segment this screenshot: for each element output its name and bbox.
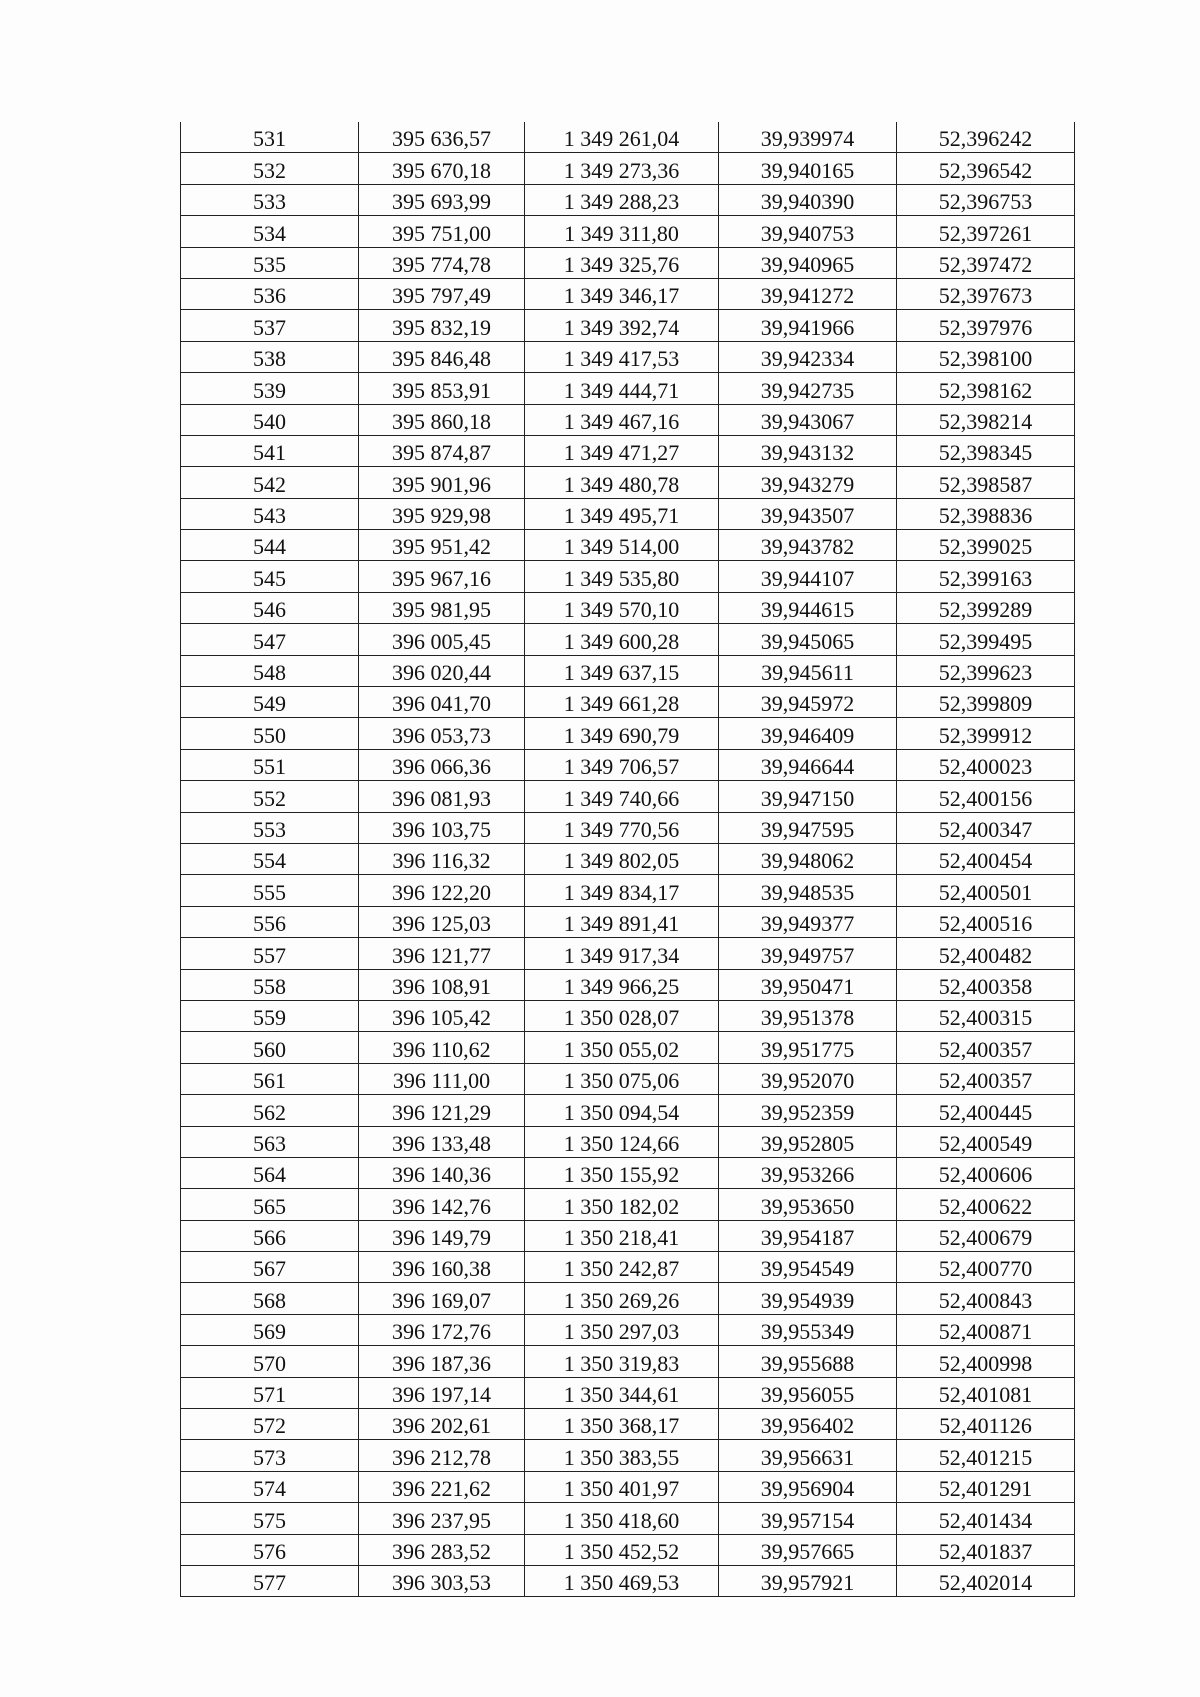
y-coordinate-cell: 1 349 600,28 — [525, 624, 719, 655]
y-coordinate-cell: 1 349 770,56 — [525, 812, 719, 843]
x-coordinate-cell: 396 066,36 — [359, 749, 525, 780]
x-coordinate-cell: 396 221,62 — [359, 1471, 525, 1502]
longitude-cell: 52,397472 — [897, 247, 1075, 278]
x-coordinate-cell: 395 670,18 — [359, 153, 525, 184]
point-number-cell: 564 — [181, 1157, 359, 1188]
longitude-cell: 52,398162 — [897, 373, 1075, 404]
y-coordinate-cell: 1 350 297,03 — [525, 1314, 719, 1345]
y-coordinate-cell: 1 349 917,34 — [525, 938, 719, 969]
point-number-cell: 548 — [181, 655, 359, 686]
table-row — [181, 749, 1075, 780]
y-coordinate-cell: 1 349 288,23 — [525, 184, 719, 215]
longitude-cell: 52,397976 — [897, 310, 1075, 341]
point-number-cell: 562 — [181, 1095, 359, 1126]
x-coordinate-cell: 396 133,48 — [359, 1126, 525, 1157]
x-coordinate-cell: 396 116,32 — [359, 843, 525, 874]
point-number-cell: 567 — [181, 1252, 359, 1283]
longitude-cell: 52,400357 — [897, 1032, 1075, 1063]
longitude-cell: 52,400315 — [897, 1000, 1075, 1031]
longitude-cell: 52,400998 — [897, 1346, 1075, 1377]
latitude-cell: 39,956631 — [719, 1440, 897, 1471]
x-coordinate-cell: 395 832,19 — [359, 310, 525, 341]
point-number-cell: 560 — [181, 1032, 359, 1063]
y-coordinate-cell: 1 350 094,54 — [525, 1095, 719, 1126]
longitude-cell: 52,398214 — [897, 404, 1075, 435]
latitude-cell: 39,956402 — [719, 1409, 897, 1440]
latitude-cell: 39,955349 — [719, 1314, 897, 1345]
y-coordinate-cell: 1 350 242,87 — [525, 1252, 719, 1283]
y-coordinate-cell: 1 350 055,02 — [525, 1032, 719, 1063]
x-coordinate-cell: 395 874,87 — [359, 435, 525, 466]
longitude-cell: 52,400445 — [897, 1095, 1075, 1126]
y-coordinate-cell: 1 349 891,41 — [525, 906, 719, 937]
longitude-cell: 52,400516 — [897, 906, 1075, 937]
x-coordinate-cell: 396 169,07 — [359, 1283, 525, 1314]
y-coordinate-cell: 1 350 218,41 — [525, 1220, 719, 1251]
longitude-cell: 52,400549 — [897, 1126, 1075, 1157]
x-coordinate-cell: 396 202,61 — [359, 1409, 525, 1440]
longitude-cell: 52,401126 — [897, 1409, 1075, 1440]
point-number-cell: 545 — [181, 561, 359, 592]
table-row — [181, 216, 1075, 247]
y-coordinate-cell: 1 350 182,02 — [525, 1189, 719, 1220]
latitude-cell: 39,955688 — [719, 1346, 897, 1377]
x-coordinate-cell: 396 140,36 — [359, 1157, 525, 1188]
point-number-cell: 571 — [181, 1377, 359, 1408]
latitude-cell: 39,945611 — [719, 655, 897, 686]
latitude-cell: 39,944615 — [719, 592, 897, 623]
table-row — [181, 1063, 1075, 1094]
table-row — [181, 781, 1075, 812]
coordinates-table-body — [181, 122, 1075, 1597]
longitude-cell: 52,400622 — [897, 1189, 1075, 1220]
x-coordinate-cell: 396 160,38 — [359, 1252, 525, 1283]
longitude-cell: 52,399495 — [897, 624, 1075, 655]
point-number-cell: 533 — [181, 184, 359, 215]
longitude-cell: 52,400358 — [897, 969, 1075, 1000]
point-number-cell: 569 — [181, 1314, 359, 1345]
latitude-cell: 39,948062 — [719, 843, 897, 874]
point-number-cell: 552 — [181, 781, 359, 812]
y-coordinate-cell: 1 349 802,05 — [525, 843, 719, 874]
y-coordinate-cell: 1 349 325,76 — [525, 247, 719, 278]
point-number-cell: 540 — [181, 404, 359, 435]
table-row — [181, 624, 1075, 655]
y-coordinate-cell: 1 349 514,00 — [525, 530, 719, 561]
latitude-cell: 39,943279 — [719, 467, 897, 498]
longitude-cell: 52,399912 — [897, 718, 1075, 749]
table-row — [181, 498, 1075, 529]
y-coordinate-cell: 1 349 311,80 — [525, 216, 719, 247]
table-row — [181, 467, 1075, 498]
point-number-cell: 563 — [181, 1126, 359, 1157]
longitude-cell: 52,398587 — [897, 467, 1075, 498]
y-coordinate-cell: 1 349 444,71 — [525, 373, 719, 404]
longitude-cell: 52,400871 — [897, 1314, 1075, 1345]
table-row — [181, 341, 1075, 372]
longitude-cell: 52,401837 — [897, 1534, 1075, 1565]
x-coordinate-cell: 395 846,48 — [359, 341, 525, 372]
latitude-cell: 39,953266 — [719, 1157, 897, 1188]
longitude-cell: 52,399623 — [897, 655, 1075, 686]
table-row — [181, 122, 1075, 153]
x-coordinate-cell: 396 041,70 — [359, 687, 525, 718]
point-number-cell: 551 — [181, 749, 359, 780]
x-coordinate-cell: 396 103,75 — [359, 812, 525, 843]
table-row — [181, 184, 1075, 215]
longitude-cell: 52,398345 — [897, 435, 1075, 466]
y-coordinate-cell: 1 349 495,71 — [525, 498, 719, 529]
point-number-cell: 558 — [181, 969, 359, 1000]
table-row — [181, 1471, 1075, 1502]
x-coordinate-cell: 395 774,78 — [359, 247, 525, 278]
y-coordinate-cell: 1 349 570,10 — [525, 592, 719, 623]
coordinates-table — [180, 122, 1075, 1597]
latitude-cell: 39,947595 — [719, 812, 897, 843]
x-coordinate-cell: 396 303,53 — [359, 1565, 525, 1596]
longitude-cell: 52,398100 — [897, 341, 1075, 372]
latitude-cell: 39,953650 — [719, 1189, 897, 1220]
point-number-cell: 531 — [181, 122, 359, 153]
y-coordinate-cell: 1 350 075,06 — [525, 1063, 719, 1094]
table-row — [181, 906, 1075, 937]
table-row — [181, 1314, 1075, 1345]
x-coordinate-cell: 395 901,96 — [359, 467, 525, 498]
y-coordinate-cell: 1 349 392,74 — [525, 310, 719, 341]
y-coordinate-cell: 1 349 834,17 — [525, 875, 719, 906]
point-number-cell: 555 — [181, 875, 359, 906]
latitude-cell: 39,939974 — [719, 122, 897, 153]
latitude-cell: 39,944107 — [719, 561, 897, 592]
latitude-cell: 39,940390 — [719, 184, 897, 215]
longitude-cell: 52,400843 — [897, 1283, 1075, 1314]
longitude-cell: 52,397261 — [897, 216, 1075, 247]
x-coordinate-cell: 396 053,73 — [359, 718, 525, 749]
latitude-cell: 39,951378 — [719, 1000, 897, 1031]
y-coordinate-cell: 1 350 269,26 — [525, 1283, 719, 1314]
x-coordinate-cell: 396 121,29 — [359, 1095, 525, 1126]
table-row — [181, 1440, 1075, 1471]
x-coordinate-cell: 395 693,99 — [359, 184, 525, 215]
table-row — [181, 592, 1075, 623]
table-row — [181, 247, 1075, 278]
y-coordinate-cell: 1 350 155,92 — [525, 1157, 719, 1188]
table-row — [181, 1032, 1075, 1063]
point-number-cell: 572 — [181, 1409, 359, 1440]
table-row — [181, 1252, 1075, 1283]
x-coordinate-cell: 396 237,95 — [359, 1503, 525, 1534]
point-number-cell: 576 — [181, 1534, 359, 1565]
table-row — [181, 687, 1075, 718]
latitude-cell: 39,957665 — [719, 1534, 897, 1565]
x-coordinate-cell: 395 853,91 — [359, 373, 525, 404]
latitude-cell: 39,943782 — [719, 530, 897, 561]
table-row — [181, 1534, 1075, 1565]
latitude-cell: 39,957154 — [719, 1503, 897, 1534]
point-number-cell: 559 — [181, 1000, 359, 1031]
point-number-cell: 570 — [181, 1346, 359, 1377]
table-row — [181, 1409, 1075, 1440]
x-coordinate-cell: 396 142,76 — [359, 1189, 525, 1220]
latitude-cell: 39,946409 — [719, 718, 897, 749]
y-coordinate-cell: 1 350 469,53 — [525, 1565, 719, 1596]
latitude-cell: 39,941966 — [719, 310, 897, 341]
table-row — [181, 1000, 1075, 1031]
table-row — [181, 1565, 1075, 1596]
point-number-cell: 557 — [181, 938, 359, 969]
x-coordinate-cell: 396 172,76 — [359, 1314, 525, 1345]
x-coordinate-cell: 395 967,16 — [359, 561, 525, 592]
latitude-cell: 39,948535 — [719, 875, 897, 906]
latitude-cell: 39,957921 — [719, 1565, 897, 1596]
longitude-cell: 52,401215 — [897, 1440, 1075, 1471]
latitude-cell: 39,940965 — [719, 247, 897, 278]
latitude-cell: 39,956904 — [719, 1471, 897, 1502]
y-coordinate-cell: 1 350 319,83 — [525, 1346, 719, 1377]
point-number-cell: 577 — [181, 1565, 359, 1596]
y-coordinate-cell: 1 350 452,52 — [525, 1534, 719, 1565]
x-coordinate-cell: 396 149,79 — [359, 1220, 525, 1251]
table-row — [181, 530, 1075, 561]
table-row — [181, 373, 1075, 404]
longitude-cell: 52,397673 — [897, 278, 1075, 309]
point-number-cell: 553 — [181, 812, 359, 843]
y-coordinate-cell: 1 349 535,80 — [525, 561, 719, 592]
latitude-cell: 39,942334 — [719, 341, 897, 372]
longitude-cell: 52,400357 — [897, 1063, 1075, 1094]
latitude-cell: 39,943067 — [719, 404, 897, 435]
point-number-cell: 537 — [181, 310, 359, 341]
latitude-cell: 39,954549 — [719, 1252, 897, 1283]
x-coordinate-cell: 395 929,98 — [359, 498, 525, 529]
latitude-cell: 39,945065 — [719, 624, 897, 655]
x-coordinate-cell: 396 081,93 — [359, 781, 525, 812]
table-row — [181, 1220, 1075, 1251]
latitude-cell: 39,952805 — [719, 1126, 897, 1157]
point-number-cell: 532 — [181, 153, 359, 184]
table-row — [181, 1346, 1075, 1377]
point-number-cell: 573 — [181, 1440, 359, 1471]
y-coordinate-cell: 1 349 690,79 — [525, 718, 719, 749]
table-row — [181, 875, 1075, 906]
table-row — [181, 278, 1075, 309]
latitude-cell: 39,951775 — [719, 1032, 897, 1063]
longitude-cell: 52,401434 — [897, 1503, 1075, 1534]
y-coordinate-cell: 1 349 471,27 — [525, 435, 719, 466]
x-coordinate-cell: 395 751,00 — [359, 216, 525, 247]
x-coordinate-cell: 396 212,78 — [359, 1440, 525, 1471]
point-number-cell: 575 — [181, 1503, 359, 1534]
point-number-cell: 541 — [181, 435, 359, 466]
table-row — [181, 938, 1075, 969]
table-row — [181, 812, 1075, 843]
point-number-cell: 542 — [181, 467, 359, 498]
latitude-cell: 39,942735 — [719, 373, 897, 404]
table-row — [181, 1157, 1075, 1188]
table-row — [181, 1189, 1075, 1220]
latitude-cell: 39,954187 — [719, 1220, 897, 1251]
table-row — [181, 1126, 1075, 1157]
y-coordinate-cell: 1 349 417,53 — [525, 341, 719, 372]
longitude-cell: 52,399809 — [897, 687, 1075, 718]
point-number-cell: 543 — [181, 498, 359, 529]
longitude-cell: 52,396753 — [897, 184, 1075, 215]
latitude-cell: 39,950471 — [719, 969, 897, 1000]
x-coordinate-cell: 396 110,62 — [359, 1032, 525, 1063]
table-row — [181, 435, 1075, 466]
table-row — [181, 1503, 1075, 1534]
latitude-cell: 39,940165 — [719, 153, 897, 184]
point-number-cell: 544 — [181, 530, 359, 561]
point-number-cell: 539 — [181, 373, 359, 404]
x-coordinate-cell: 396 108,91 — [359, 969, 525, 1000]
y-coordinate-cell: 1 350 383,55 — [525, 1440, 719, 1471]
y-coordinate-cell: 1 349 261,04 — [525, 122, 719, 153]
y-coordinate-cell: 1 350 344,61 — [525, 1377, 719, 1408]
point-number-cell: 568 — [181, 1283, 359, 1314]
y-coordinate-cell: 1 349 706,57 — [525, 749, 719, 780]
longitude-cell: 52,400156 — [897, 781, 1075, 812]
longitude-cell: 52,400482 — [897, 938, 1075, 969]
y-coordinate-cell: 1 350 124,66 — [525, 1126, 719, 1157]
longitude-cell: 52,401081 — [897, 1377, 1075, 1408]
latitude-cell: 39,954939 — [719, 1283, 897, 1314]
table-row — [181, 1377, 1075, 1408]
x-coordinate-cell: 396 197,14 — [359, 1377, 525, 1408]
longitude-cell: 52,402014 — [897, 1565, 1075, 1596]
table-row — [181, 1095, 1075, 1126]
x-coordinate-cell: 395 797,49 — [359, 278, 525, 309]
latitude-cell: 39,945972 — [719, 687, 897, 718]
longitude-cell: 52,400347 — [897, 812, 1075, 843]
longitude-cell: 52,400501 — [897, 875, 1075, 906]
x-coordinate-cell: 396 111,00 — [359, 1063, 525, 1094]
latitude-cell: 39,947150 — [719, 781, 897, 812]
point-number-cell: 574 — [181, 1471, 359, 1502]
point-number-cell: 534 — [181, 216, 359, 247]
x-coordinate-cell: 395 860,18 — [359, 404, 525, 435]
x-coordinate-cell: 396 121,77 — [359, 938, 525, 969]
y-coordinate-cell: 1 350 401,97 — [525, 1471, 719, 1502]
x-coordinate-cell: 396 105,42 — [359, 1000, 525, 1031]
x-coordinate-cell: 396 005,45 — [359, 624, 525, 655]
latitude-cell: 39,952070 — [719, 1063, 897, 1094]
y-coordinate-cell: 1 350 418,60 — [525, 1503, 719, 1534]
y-coordinate-cell: 1 350 028,07 — [525, 1000, 719, 1031]
latitude-cell: 39,941272 — [719, 278, 897, 309]
latitude-cell: 39,949757 — [719, 938, 897, 969]
latitude-cell: 39,952359 — [719, 1095, 897, 1126]
longitude-cell: 52,400606 — [897, 1157, 1075, 1188]
point-number-cell: 561 — [181, 1063, 359, 1094]
longitude-cell: 52,399289 — [897, 592, 1075, 623]
y-coordinate-cell: 1 349 346,17 — [525, 278, 719, 309]
y-coordinate-cell: 1 349 273,36 — [525, 153, 719, 184]
x-coordinate-cell: 395 636,57 — [359, 122, 525, 153]
table-row — [181, 153, 1075, 184]
longitude-cell: 52,400454 — [897, 843, 1075, 874]
point-number-cell: 556 — [181, 906, 359, 937]
longitude-cell: 52,399025 — [897, 530, 1075, 561]
longitude-cell: 52,399163 — [897, 561, 1075, 592]
y-coordinate-cell: 1 349 480,78 — [525, 467, 719, 498]
table-row — [181, 718, 1075, 749]
point-number-cell: 546 — [181, 592, 359, 623]
x-coordinate-cell: 396 283,52 — [359, 1534, 525, 1565]
point-number-cell: 538 — [181, 341, 359, 372]
longitude-cell: 52,398836 — [897, 498, 1075, 529]
table-row — [181, 404, 1075, 435]
x-coordinate-cell: 396 187,36 — [359, 1346, 525, 1377]
longitude-cell: 52,400023 — [897, 749, 1075, 780]
x-coordinate-cell: 395 981,95 — [359, 592, 525, 623]
latitude-cell: 39,946644 — [719, 749, 897, 780]
latitude-cell: 39,943132 — [719, 435, 897, 466]
y-coordinate-cell: 1 350 368,17 — [525, 1409, 719, 1440]
x-coordinate-cell: 396 122,20 — [359, 875, 525, 906]
point-number-cell: 549 — [181, 687, 359, 718]
x-coordinate-cell: 395 951,42 — [359, 530, 525, 561]
point-number-cell: 550 — [181, 718, 359, 749]
latitude-cell: 39,943507 — [719, 498, 897, 529]
longitude-cell: 52,400770 — [897, 1252, 1075, 1283]
y-coordinate-cell: 1 349 966,25 — [525, 969, 719, 1000]
table-row — [181, 561, 1075, 592]
point-number-cell: 554 — [181, 843, 359, 874]
table-row — [181, 310, 1075, 341]
x-coordinate-cell: 396 020,44 — [359, 655, 525, 686]
table-row — [181, 969, 1075, 1000]
table-row — [181, 843, 1075, 874]
longitude-cell: 52,401291 — [897, 1471, 1075, 1502]
y-coordinate-cell: 1 349 661,28 — [525, 687, 719, 718]
y-coordinate-cell: 1 349 637,15 — [525, 655, 719, 686]
longitude-cell: 52,396542 — [897, 153, 1075, 184]
point-number-cell: 536 — [181, 278, 359, 309]
latitude-cell: 39,940753 — [719, 216, 897, 247]
latitude-cell: 39,956055 — [719, 1377, 897, 1408]
point-number-cell: 535 — [181, 247, 359, 278]
table-row — [181, 655, 1075, 686]
table-row — [181, 1283, 1075, 1314]
point-number-cell: 565 — [181, 1189, 359, 1220]
longitude-cell: 52,396242 — [897, 122, 1075, 153]
latitude-cell: 39,949377 — [719, 906, 897, 937]
point-number-cell: 566 — [181, 1220, 359, 1251]
longitude-cell: 52,400679 — [897, 1220, 1075, 1251]
y-coordinate-cell: 1 349 740,66 — [525, 781, 719, 812]
y-coordinate-cell: 1 349 467,16 — [525, 404, 719, 435]
x-coordinate-cell: 396 125,03 — [359, 906, 525, 937]
point-number-cell: 547 — [181, 624, 359, 655]
